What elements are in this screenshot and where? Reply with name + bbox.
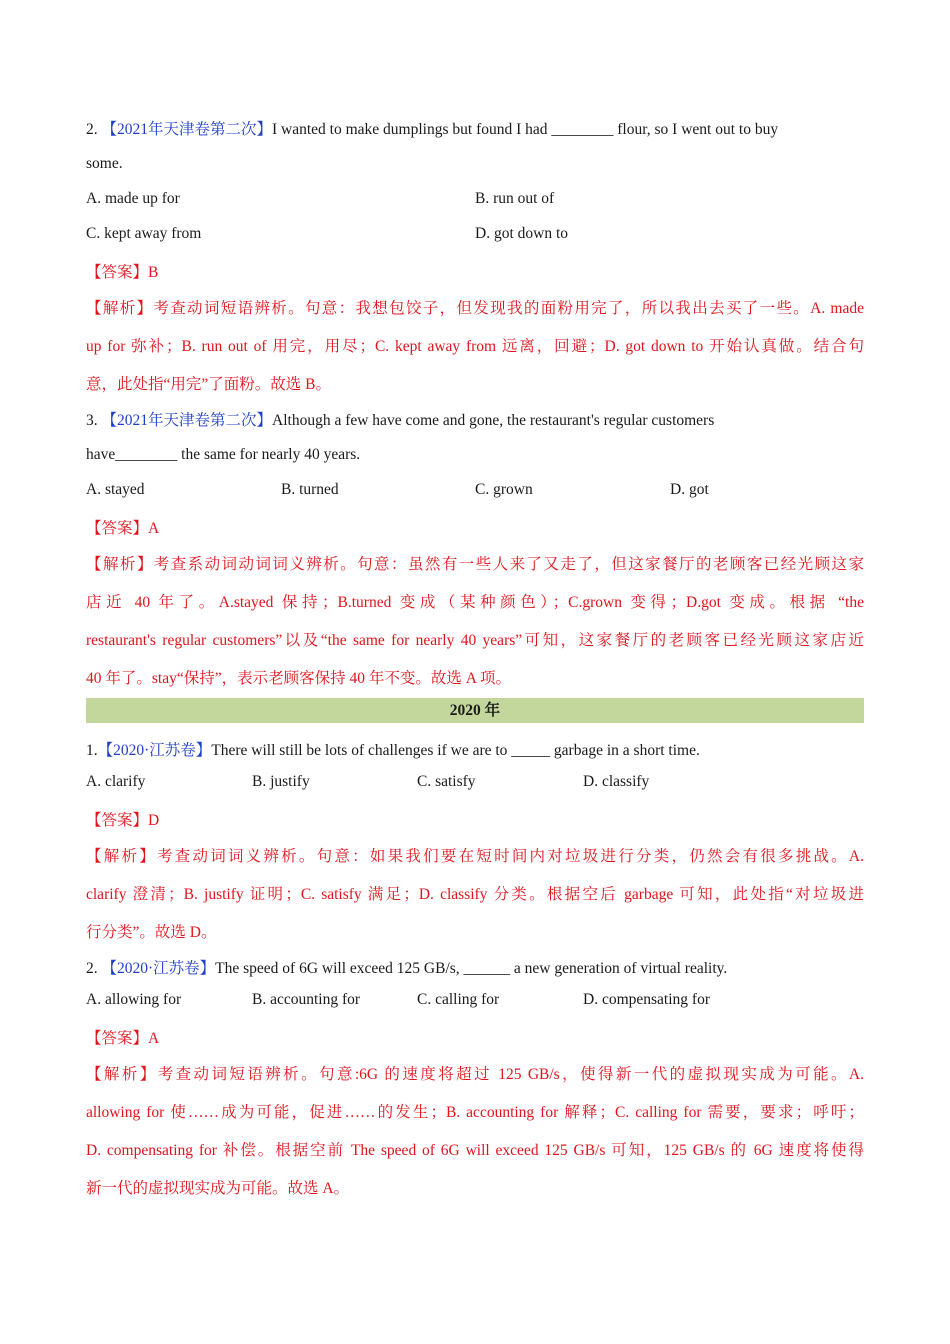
option-d: D. compensating for [583,991,710,1008]
question-source: 【2021年天津卷第二次】 [101,121,273,138]
question-source: 【2021年天津卷第二次】 [101,412,273,429]
option-a: A. allowing for [86,991,182,1008]
option-a: A. stayed [86,481,145,498]
analysis-line: restaurant's regular customers”以及“the same for nearly 40 years”可知，这家餐厅的老顾客已经光顾这家店近 [86,632,864,649]
option-b: B. accounting for [252,991,361,1008]
question-number: 1. [86,742,98,759]
analysis-line: allowing for 使……成为可能，促进……的发生；B. accounting for 解释；C. calling for 需要，要求；呼吁； [86,1104,864,1121]
analysis-line: 店近 40 年了。A.stayed 保持；B.turned 变成（某种颜色）；C.grown 变得；D.got 变成。根据 “the [86,594,864,611]
question-number: 2. [86,960,102,977]
question-stem [86,408,864,430]
analysis-line: 新一代的虚拟现实成为可能。故选 A。 [86,1180,350,1197]
analysis-line: 行分类”。故选 D。 [86,924,217,941]
question-stem [86,738,864,760]
options-row [86,773,864,795]
option-b: B. run out of [475,190,555,207]
analysis-line: up for 弥补；B. run out of 用完，用尽；C. kept away from 远离，回避；D. got down to 开始认真做。结合句 [86,338,864,355]
options-row [86,991,864,1013]
analysis-line: 【解析】考查系动词动词词义辨析。句意：虽然有一些人来了又走了，但这家餐厅的老顾客已经光顾这家 [86,556,864,573]
option-b: B. justify [252,773,310,790]
question-source: 【2020·江苏卷】 [97,742,212,759]
question-number: 3. [86,412,102,429]
analysis-line: D. compensating for 补偿。根据空前 The speed of 6G will exceed 125 GB/s 可知，125 GB/s 的 6G 速度将使得 [86,1142,864,1159]
question-text: Although a few have come and gone, the restaurant's regular customers [272,412,715,429]
analysis-line: clarify 澄清；B. justify 证明；C. satisfy 满足；D. classify 分类。根据空后 garbage 可知，此处指“对垃圾进 [86,886,864,903]
answer-label: 【答案】D [86,812,160,829]
question-text-continued: have________ the same for nearly 40 years. [86,446,361,463]
question-text: I wanted to make dumplings but found I had ________ flour, so I went out to buy [272,121,779,138]
question-text: There will still be lots of challenges if we are to _____ garbage in a short time. [211,742,700,759]
answer-label: 【答案】A [86,1030,160,1047]
option-c: C. grown [475,481,533,498]
question-stem [86,956,864,978]
question-stem [86,117,864,139]
option-c: C. satisfy [417,773,476,790]
answer-label: 【答案】B [86,264,159,281]
analysis-line: 意，此处指“用完”了面粉。故选 B。 [86,376,331,393]
analysis-line: 【解析】考查动词词义辨析。句意：如果我们要在短时间内对垃圾进行分类，仍然会有很多挑战。A. [86,848,864,865]
analysis-line: 40 年了。stay“保持”，表示老顾客保持 40 年不变。故选 A 项。 [86,670,511,687]
options-row [86,190,864,212]
section-header-2020: 2020 年 [86,698,864,723]
question-text-continued: some. [86,155,123,172]
analysis-line: 【解析】考查动词短语辨析。句意:6G 的速度将超过 125 GB/s，使得新一代的虚拟现实成为可能。A. [86,1066,864,1083]
options-row [86,225,864,247]
option-d: D. got down to [475,225,568,242]
question-text: The speed of 6G will exceed 125 GB/s, ______ a new generation of virtual reality. [215,960,728,977]
answer-label: 【答案】A [86,520,160,537]
option-a: A. made up for [86,190,180,207]
question-source: 【2020·江苏卷】 [101,960,216,977]
option-c: C. calling for [417,991,500,1008]
option-d: D. got [670,481,709,498]
option-b: B. turned [281,481,339,498]
question-number: 2. [86,121,102,138]
analysis-line: 【解析】考查动词短语辨析。句意：我想包饺子，但发现我的面粉用完了，所以我出去买了一些。A. made [86,300,864,317]
option-c: C. kept away from [86,225,202,242]
option-a: A. clarify [86,773,146,790]
option-d: D. classify [583,773,650,790]
options-row [86,481,864,503]
